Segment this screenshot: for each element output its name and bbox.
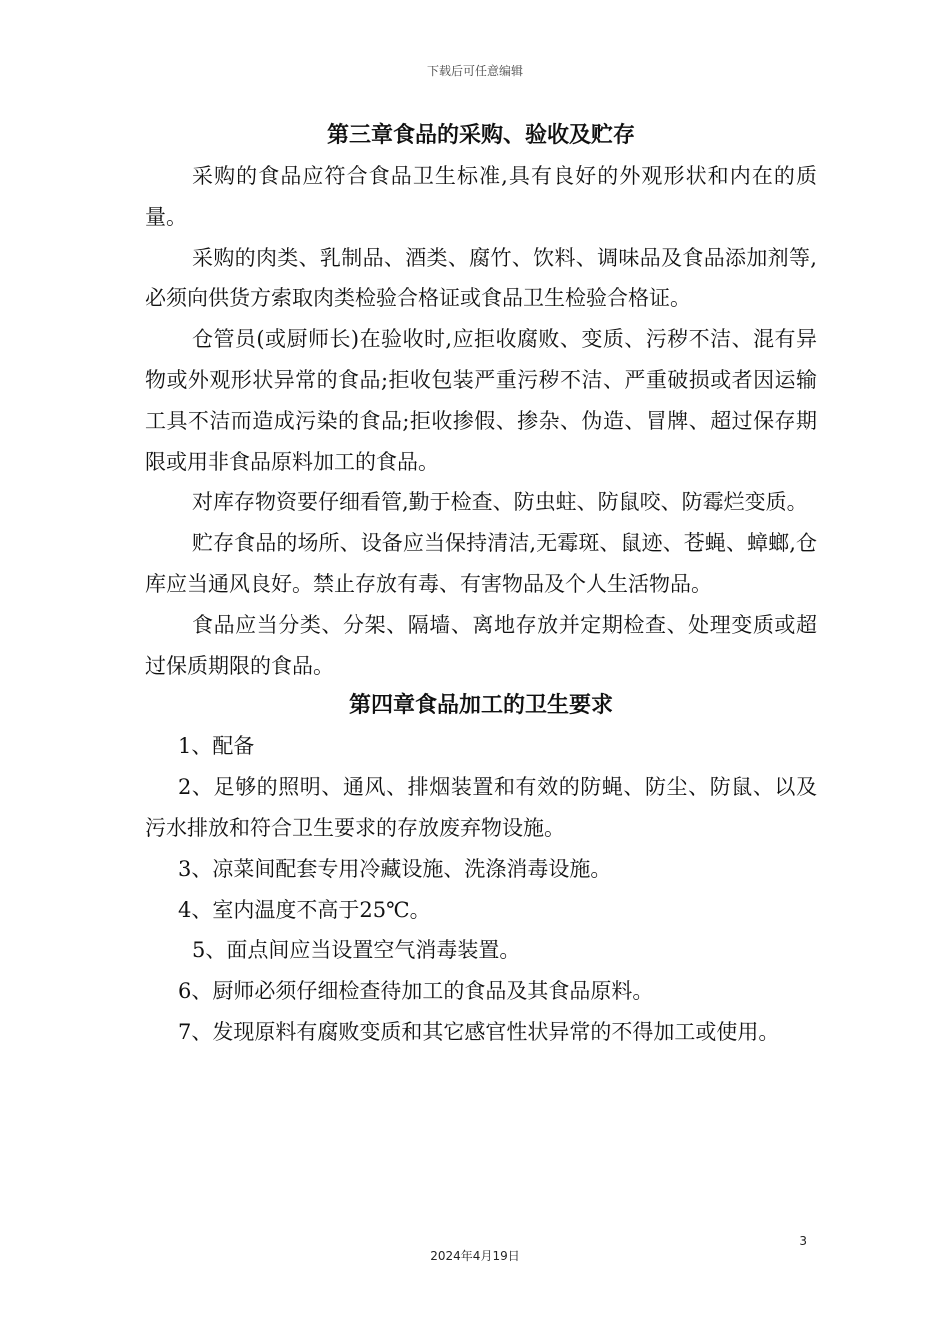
chapter-3-paragraph: 对库存物资要仔细看管,勤于检查、防虫蛀、防鼠咬、防霉烂变质。 <box>192 490 808 515</box>
chapter-4-item: 7、发现原料有腐败变质和其它感官性状异常的不得加工或使用。 <box>178 1019 780 1044</box>
chapter-4-item: 2、足够的照明、通风、排烟装置和有效的防蝇、防尘、防鼠、以及污水排放和符合卫生要求的存放废弃物设施。 <box>145 775 817 840</box>
chapter-4-item: 3、凉菜间配套专用冷藏设施、洗涤消毒设施。 <box>178 856 612 881</box>
chapter-3-paragraph: 采购的肉类、乳制品、酒类、腐竹、饮料、调味品及食品添加剂等,必须向供货方索取肉类检验合格证或食品卫生检验合格证。 <box>145 245 817 311</box>
chapter-4-item: 6、厨师必须仔细检查待加工的食品及其食品原料。 <box>178 979 654 1004</box>
chapter-3-paragraph: 仓管员(或厨师长)在验收时,应拒收腐败、变质、污秽不洁、混有异物或外观形状异常的食品;拒收包装严重污秽不洁、严重破损或者因运输工具不洁而造成污染的食品;拒收掺假、掺杂、伪造、冒牌、超过保存期限或用非食品原料加工的食品。 <box>145 327 817 474</box>
chapter-4-item: 1、配备 <box>178 734 255 759</box>
chapter-4-item: 4、室内温度不高于25℃。 <box>178 897 431 922</box>
document-body <box>145 116 817 1053</box>
chapter-3-paragraph: 食品应当分类、分架、隔墙、离地存放并定期检查、处理变质或超过保质期限的食品。 <box>145 612 817 678</box>
chapter-3-title: 第三章食品的采购、验收及贮存 <box>326 123 635 148</box>
chapter-3-paragraph: 贮存食品的场所、设备应当保持清洁,无霉斑、鼠迹、苍蝇、蟑螂,仓库应当通风良好。禁止存放有毒、有害物品及个人生活物品。 <box>145 531 817 596</box>
chapter-4-item: 5、面点间应当设置空气消毒装置。 <box>192 938 521 963</box>
page-number: 3 <box>799 1234 807 1248</box>
page-footer-date: 2024年4月19日 <box>430 1249 520 1263</box>
chapter-3-paragraph: 采购的食品应符合食品卫生标准,具有良好的外观形状和内在的质量。 <box>145 164 817 229</box>
page-header: 下载后可任意编辑 <box>426 64 523 78</box>
chapter-4-title: 第四章食品加工的卫生要求 <box>348 693 613 719</box>
